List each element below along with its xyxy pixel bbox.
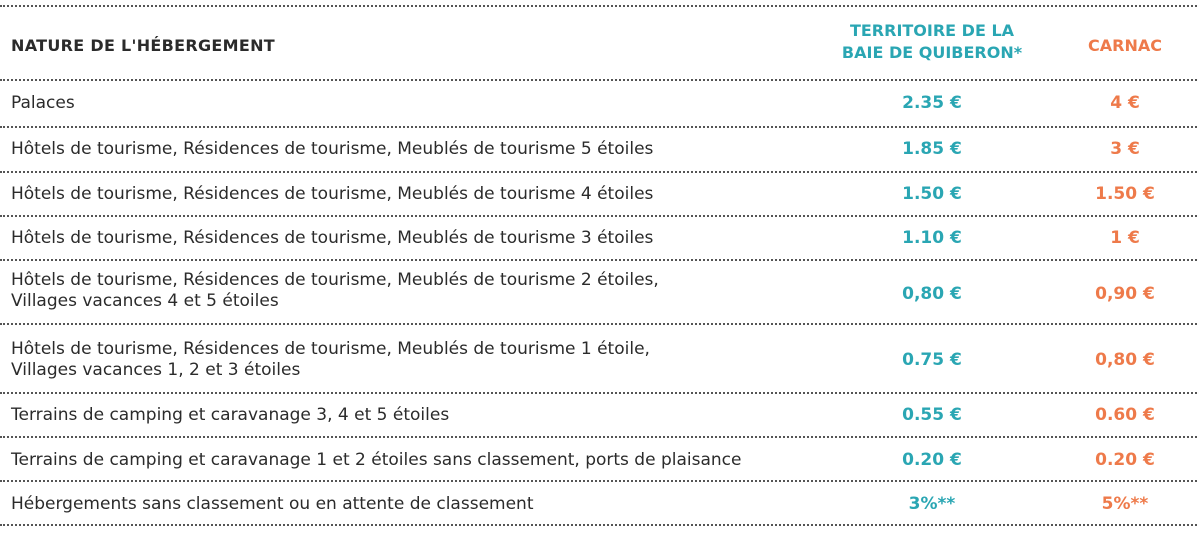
- rate-carnac: 1.50 €: [1095, 184, 1155, 204]
- divider: [0, 480, 1197, 482]
- column-header-nature: NATURE DE L'HÉBERGEMENT: [11, 36, 276, 55]
- rate-territoire: 1.85 €: [902, 139, 962, 159]
- rate-territoire: 2.35 €: [902, 93, 962, 113]
- rate-carnac: 5%**: [1101, 494, 1149, 514]
- column-header-territoire: TERRITOIRE DE LA BAIE DE QUIBERON*: [841, 21, 1023, 62]
- rate-territoire: 1.50 €: [902, 184, 962, 204]
- rate-territoire: 0.55 €: [902, 405, 962, 425]
- row-label: Hôtels de tourisme, Résidences de tourisme, Meublés de tourisme 3 étoiles: [11, 228, 654, 248]
- divider: [0, 392, 1197, 394]
- rate-territoire: 0,80 €: [902, 284, 962, 304]
- row-label: Hôtels de tourisme, Résidences de tourisme, Meublés de tourisme 5 étoiles: [11, 139, 654, 159]
- row-label: Palaces: [11, 93, 75, 113]
- rate-territoire: 1.10 €: [902, 228, 962, 248]
- column-header-carnac: CARNAC: [1088, 36, 1162, 55]
- divider: [0, 524, 1197, 526]
- divider: [0, 215, 1197, 217]
- rate-carnac: 0.60 €: [1095, 405, 1155, 425]
- row-label: Hôtels de tourisme, Résidences de tourisme, Meublés de tourisme 1 étoile, Villages vacances 1, 2 et 3 étoiles: [11, 339, 650, 380]
- divider: [0, 259, 1197, 261]
- divider: [0, 79, 1197, 81]
- divider: [0, 436, 1197, 438]
- rate-territoire: 0.20 €: [902, 450, 962, 470]
- row-label: Terrains de camping et caravanage 3, 4 et 5 étoiles: [11, 405, 450, 425]
- row-label: Hébergements sans classement ou en attente de classement: [11, 494, 534, 514]
- rate-carnac: 1 €: [1110, 228, 1140, 248]
- row-label: Hôtels de tourisme, Résidences de tourisme, Meublés de tourisme 2 étoiles, Villages vacances 4 et 5 étoiles: [11, 270, 659, 311]
- rate-carnac: 0.20 €: [1095, 450, 1155, 470]
- divider: [0, 126, 1197, 128]
- row-label: Terrains de camping et caravanage 1 et 2 étoiles sans classement, ports de plaisance: [11, 450, 742, 470]
- row-label: Hôtels de tourisme, Résidences de tourisme, Meublés de tourisme 4 étoiles: [11, 184, 654, 204]
- rate-territoire: 0.75 €: [902, 350, 962, 370]
- rate-carnac: 0,80 €: [1095, 350, 1155, 370]
- rate-carnac: 3 €: [1110, 139, 1140, 159]
- divider: [0, 5, 1197, 7]
- divider: [0, 171, 1197, 173]
- divider: [0, 323, 1197, 325]
- rate-carnac: 0,90 €: [1095, 284, 1155, 304]
- rate-territoire: 3%**: [908, 494, 956, 514]
- rate-carnac: 4 €: [1110, 93, 1140, 113]
